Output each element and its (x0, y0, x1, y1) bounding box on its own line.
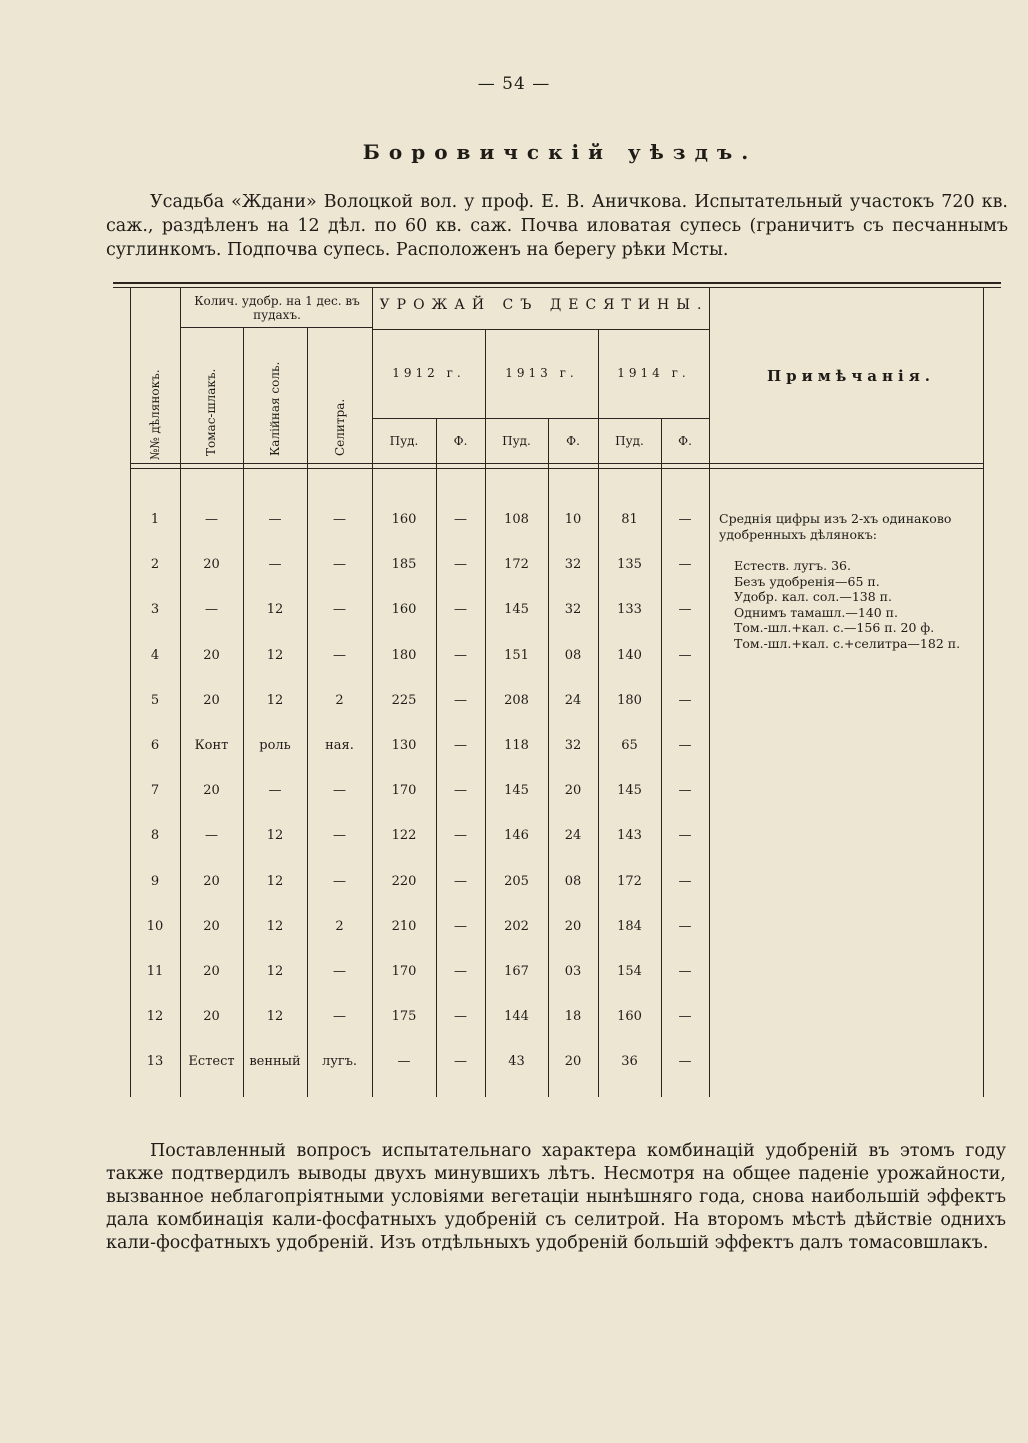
col-header-potash: Калійная соль. (268, 361, 282, 456)
cell-y1913-pud: 146 (504, 828, 529, 844)
cell-potash: 12 (266, 918, 284, 934)
fert-group-header: Колич. удобр. на 1 дес. въ пудахъ. (194, 294, 360, 322)
cell-thomas: — (205, 512, 218, 527)
col-header-thomas: Томас-шлакъ. (204, 368, 218, 456)
cell-nitrate: — (333, 964, 346, 979)
cell-y1913-pud: 145 (504, 783, 529, 799)
cell-y1914-pud: 36 (621, 1054, 638, 1070)
cell-y1913-pud: 145 (504, 602, 529, 618)
unit-pud-1912: Пуд. (389, 434, 419, 448)
cell-potash: — (268, 783, 282, 799)
cell-y1914-f: — (678, 964, 692, 979)
cell-y1913-f: 20 (564, 918, 582, 934)
cell-y1912-pud: 220 (391, 873, 417, 889)
cell-y1912-pud: 160 (391, 512, 417, 527)
cell-potash: — (268, 512, 282, 527)
unit-f-1912: Ф. (453, 434, 468, 448)
unit-pud-1914: Пуд. (615, 434, 644, 448)
cell-plot: 1 (150, 512, 160, 527)
cell-potash: 12 (266, 964, 284, 979)
cell-thomas: Естест (188, 1054, 235, 1070)
cell-potash: 12 (266, 602, 284, 618)
cell-y1913-f: 08 (564, 647, 582, 663)
cell-y1912-f: — (454, 557, 467, 573)
cell-thomas: Конт (194, 738, 229, 753)
cell-y1914-f: — (678, 647, 692, 663)
cell-y1912-f: — (454, 783, 467, 799)
cell-y1912-pud: 210 (391, 918, 417, 934)
cell-y1912-pud: 170 (391, 783, 417, 799)
cell-plot: 2 (150, 557, 160, 573)
cell-y1913-pud: 43 (508, 1054, 525, 1070)
cell-nitrate: — (333, 557, 346, 573)
cell-y1914-pud: 133 (617, 602, 642, 618)
cell-y1913-pud: 208 (504, 692, 529, 708)
cell-nitrate: — (333, 647, 346, 663)
cell-y1914-f: — (678, 512, 692, 527)
section-title: Боровичскій уѣздъ. (362, 140, 758, 164)
cell-y1914-pud: 154 (617, 964, 642, 979)
cell-thomas: — (205, 602, 218, 618)
cell-nitrate: лугъ. (321, 1054, 358, 1070)
cell-y1912-pud: 170 (391, 964, 417, 979)
cell-thomas: — (205, 828, 218, 844)
cell-y1912-pud: 175 (391, 1009, 417, 1025)
cell-y1912-pud: — (397, 1054, 411, 1070)
intro-paragraph: Усадьба «Ждани» Волоцкой вол. у проф. Е. В. Аничкова. Испытательный участокъ 720 кв. саж., раздѣленъ на 12 дѣл. по 60 кв. саж. Почва иловатая супесь (граничитъ съ песчаннымъ суглинкомъ. Подпочва супесь. Расположенъ на берегу рѣки Мсты. (106, 192, 1008, 260)
cell-y1913-f: 24 (564, 828, 582, 844)
cell-nitrate: ная. (325, 738, 354, 753)
cell-y1914-f: — (678, 873, 692, 889)
cell-potash: роль (259, 738, 291, 753)
cell-plot: 12 (146, 1009, 164, 1025)
cell-y1914-f: — (678, 828, 692, 844)
cell-y1914-f: — (678, 692, 692, 708)
col-header-plot: №№ дѣлянокъ. (148, 369, 162, 460)
cell-thomas: 20 (203, 918, 220, 934)
cell-y1914-f: — (678, 602, 692, 618)
cell-potash: 12 (266, 828, 284, 844)
cell-y1912-pud: 180 (391, 647, 417, 663)
cell-thomas: 20 (203, 647, 220, 663)
cell-y1912-pud: 225 (391, 692, 417, 708)
cell-plot: 7 (150, 783, 160, 799)
cell-y1914-f: — (678, 1009, 692, 1025)
cell-y1912-f: — (454, 738, 467, 753)
cell-nitrate: — (333, 873, 346, 889)
cell-plot: 9 (150, 873, 160, 889)
cell-y1913-pud: 118 (504, 738, 529, 753)
cell-y1913-f: 20 (564, 783, 582, 799)
cell-y1913-pud: 144 (504, 1009, 529, 1025)
cell-nitrate: — (333, 783, 346, 799)
note-line: Естеств. лугъ. 36. (734, 558, 851, 573)
unit-f-1913: Ф. (566, 434, 580, 448)
cell-y1913-f: 08 (564, 873, 582, 889)
cell-y1912-pud: 122 (391, 828, 417, 844)
cell-nitrate: 2 (335, 692, 344, 708)
notes-head: Среднія цифры изъ 2-хъ одинаково удобренныхъ дѣлянокъ: (719, 511, 952, 542)
notes-title: Примѣчанія. (766, 367, 936, 385)
cell-potash: 12 (266, 692, 284, 708)
cell-potash: 12 (266, 647, 284, 663)
cell-y1914-pud: 145 (617, 783, 642, 799)
cell-y1912-f: — (454, 647, 467, 663)
cell-potash: 12 (266, 873, 284, 889)
cell-y1912-pud: 185 (391, 557, 417, 573)
note-line: Удобр. кал. сол.—138 п. (734, 589, 892, 604)
cell-y1913-f: 32 (564, 557, 582, 573)
cell-y1913-pud: 202 (504, 918, 529, 934)
cell-y1912-f: — (454, 512, 467, 527)
cell-y1914-pud: 143 (617, 828, 642, 844)
year-1912: 1912 г. (392, 366, 465, 380)
page-number: — 54 — (477, 74, 551, 94)
cell-y1914-pud: 65 (621, 738, 638, 753)
cell-y1913-pud: 172 (504, 557, 529, 573)
cell-y1913-f: 32 (564, 738, 582, 753)
cell-plot: 10 (146, 918, 164, 934)
cell-y1913-pud: 167 (504, 964, 529, 979)
cell-y1912-pud: 130 (391, 738, 417, 753)
cell-y1914-pud: 135 (617, 557, 642, 573)
col-header-nitrate: Селитра. (333, 398, 347, 456)
cell-y1913-f: 03 (564, 964, 582, 979)
note-line: Однимъ тамашл.—140 п. (734, 604, 898, 620)
cell-y1913-f: 20 (564, 1054, 582, 1070)
cell-y1914-f: — (678, 557, 692, 573)
year-1914: 1914 г. (617, 366, 690, 380)
cell-y1913-f: 32 (564, 602, 582, 618)
yield-group-header: УРОЖАЙ СЪ ДЕСЯТИНЫ. (379, 297, 709, 313)
cell-y1912-f: — (454, 828, 467, 844)
cell-y1914-f: — (678, 918, 692, 934)
conclusion-paragraph: Поставленный вопросъ испытательнаго характера комбинацій удобреній въ этомъ году также подтвердилъ выводы двухъ минувшихъ лѣтъ. Несмотря на общее паденіе урожайности, вызванное неблагопріятными условіями вегетаціи нынѣшняго года, снова наибольшій эффектъ дала комбинація кали-фосфатныхъ удобреній съ селитрой. На второмъ мѣстѣ дѣйствіе однихъ кали-фосфатныхъ удобреній. Изъ отдѣльныхъ удобреній большій эффектъ далъ томасовшлакъ. (106, 1141, 1006, 1253)
cell-plot: 4 (150, 647, 160, 663)
unit-f-1914: Ф. (678, 434, 692, 448)
cell-y1913-f: 18 (564, 1009, 582, 1025)
table-top-rule-thin (113, 287, 1001, 288)
cell-nitrate: — (333, 1009, 346, 1025)
cell-thomas: 20 (203, 783, 220, 799)
cell-plot: 3 (150, 602, 160, 618)
cell-y1913-pud: 205 (504, 873, 529, 889)
cell-y1914-pud: 140 (617, 647, 642, 663)
cell-potash: венный (249, 1054, 301, 1070)
cell-nitrate: — (333, 512, 346, 527)
cell-y1912-f: — (454, 1054, 467, 1070)
cell-y1913-pud: 108 (504, 512, 529, 527)
cell-y1912-f: — (454, 964, 467, 979)
cell-y1914-pud: 180 (617, 692, 642, 708)
cell-thomas: 20 (203, 1009, 220, 1025)
cell-y1912-f: — (454, 602, 467, 618)
cell-plot: 5 (150, 692, 160, 708)
cell-nitrate: 2 (335, 918, 344, 934)
cell-y1912-pud: 160 (391, 602, 417, 618)
cell-y1914-pud: 172 (617, 873, 642, 889)
cell-y1914-f: — (678, 738, 692, 753)
table-top-rule (113, 282, 1001, 284)
cell-y1913-f: 10 (564, 512, 582, 527)
cell-y1913-pud: 151 (504, 647, 529, 663)
year-1913: 1913 г. (505, 366, 578, 380)
cell-nitrate: — (333, 828, 346, 844)
cell-y1912-f: — (454, 918, 467, 934)
cell-y1914-pud: 81 (621, 512, 638, 527)
unit-pud-1913: Пуд. (502, 434, 531, 448)
cell-potash: — (268, 557, 282, 573)
cell-y1912-f: — (454, 692, 467, 708)
cell-plot: 11 (146, 964, 164, 979)
cell-plot: 8 (150, 828, 160, 844)
note-line: Безъ удобренія—65 п. (734, 573, 880, 589)
note-line: Том.-шл.+кал. с.+селитра—182 п. (734, 635, 961, 651)
cell-nitrate: — (333, 602, 346, 618)
cell-y1912-f: — (454, 873, 467, 889)
cell-y1914-pud: 184 (617, 918, 642, 934)
note-line: Том.-шл.+кал. с.—156 п. 20 ф. (734, 620, 935, 635)
cell-plot: 6 (150, 738, 160, 753)
cell-y1914-f: — (678, 783, 692, 799)
cell-y1914-pud: 160 (617, 1009, 642, 1025)
cell-potash: 12 (266, 1009, 284, 1025)
cell-y1913-f: 24 (564, 692, 582, 708)
cell-y1912-f: — (454, 1009, 467, 1025)
cell-thomas: 20 (203, 557, 220, 573)
cell-thomas: 20 (203, 873, 220, 889)
cell-y1914-f: — (678, 1054, 692, 1070)
cell-plot: 13 (146, 1054, 164, 1070)
cell-thomas: 20 (203, 692, 220, 708)
cell-thomas: 20 (203, 964, 220, 979)
